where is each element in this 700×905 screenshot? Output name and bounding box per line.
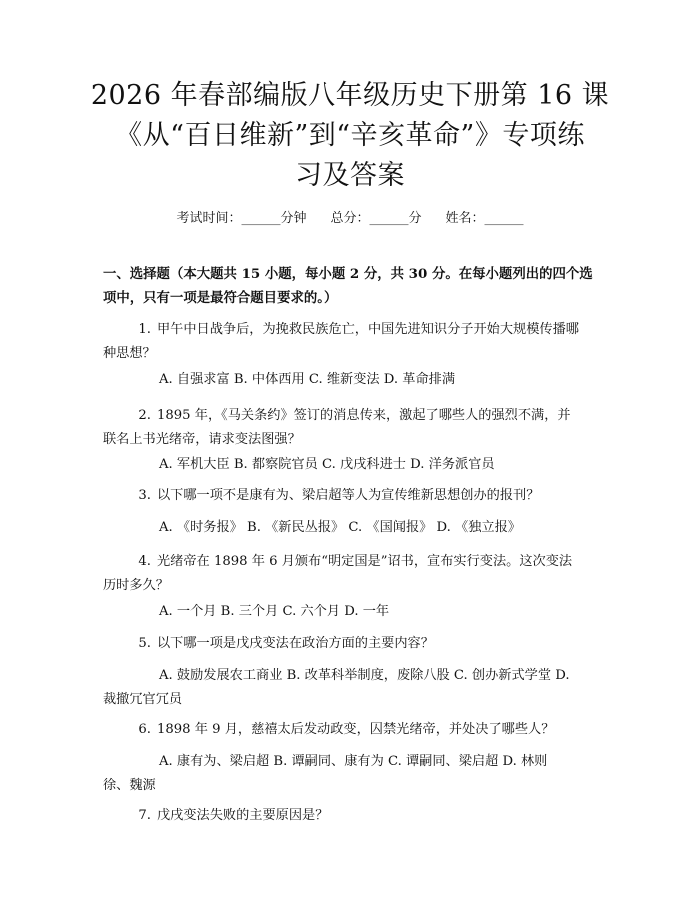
question-text-cont: 历时多久？: [103, 578, 169, 593]
question-number: 7.: [138, 808, 151, 823]
question-5-options: [103, 664, 603, 712]
exam-meta: [0, 207, 700, 226]
student-name: 姓名：______: [445, 211, 524, 226]
section-heading-line-1: 一、选择题（本大题共 15 小题，每小题 2 分，共 30 分。在每小题列出的四个选: [103, 266, 593, 282]
question-2: [103, 404, 603, 452]
options-text-cont: 裁撤冗官冗员: [103, 692, 183, 707]
options-text: A. 军机大臣 B. 都察院官员 C. 戊戌科进士 D. 洋务派官员: [159, 457, 495, 472]
question-1-options: [103, 368, 603, 392]
question-text-cont: 联名上书光绪帝，请求变法图强？: [103, 432, 301, 447]
section-heading-line-2: 项中，只有一项是最符合题目要求的。）: [103, 290, 338, 306]
question-number: 6.: [138, 722, 151, 737]
options-text: A. 康有为、梁启超 B. 谭嗣同、康有为 C. 谭嗣同、梁启超 D. 林则: [159, 754, 548, 769]
question-text: 以下哪一项是戊戌变法在政治方面的主要内容？: [157, 636, 434, 651]
question-number: 1.: [138, 322, 151, 337]
question-2-options: [103, 453, 603, 477]
question-text: 1898 年 9 月，慈禧太后发动政变，囚禁光绪帝，并处决了哪些人？: [157, 722, 555, 737]
title-line-1: 2026 年春部编版八年级历史下册第 16 课: [90, 80, 610, 111]
options-text: A. 一个月 B. 三个月 C. 六个月 D. 一年: [159, 604, 390, 619]
question-text: 以下哪一项不是康有为、梁启超等人为宣传维新思想创办的报刊？: [157, 488, 540, 503]
document-title: [70, 76, 630, 196]
question-text-cont: 种思想？: [103, 346, 156, 361]
question-4-options: [103, 600, 603, 624]
question-number: 2.: [138, 408, 151, 423]
question-3: [103, 484, 603, 508]
options-text: A. 《时务报》 B. 《新民丛报》 C. 《国闻报》 D. 《独立报》: [159, 520, 521, 535]
question-text: 1895 年，《马关条约》签订的消息传来，激起了哪些人的强烈不满，并: [157, 408, 571, 423]
question-number: 4.: [138, 554, 151, 569]
options-text: A. 鼓励发展农工商业 B. 改革科举制度，废除八股 C. 创办新式学堂 D.: [159, 668, 570, 683]
question-6: [103, 718, 603, 742]
question-1: [103, 318, 603, 366]
exam-score: 总分：______分: [330, 211, 422, 226]
question-text: 戊戌变法失败的主要原因是？: [157, 808, 329, 823]
options-text: A. 自强求富 B. 中体西用 C. 维新变法 D. 革命排满: [159, 372, 456, 387]
section-heading: [103, 262, 603, 310]
question-5: [103, 632, 603, 656]
options-text-cont: 徐、魏源: [103, 778, 156, 793]
question-text: 甲午中日战争后，为挽救民族危亡，中国先进知识分子开始大规模传播哪: [157, 322, 579, 337]
exam-time: 考试时间：______分钟: [176, 211, 307, 226]
question-number: 3.: [138, 488, 151, 503]
question-3-options: [103, 516, 603, 540]
title-line-3: 习及答案: [295, 160, 405, 191]
question-text: 光绪帝在 1898 年 6 月颁布“明定国是”诏书，宣布实行变法。这次变法: [157, 554, 573, 569]
question-number: 5.: [138, 636, 151, 651]
title-line-2: 《从“百日维新”到“辛亥革命”》专项练: [115, 120, 585, 151]
question-4: [103, 550, 603, 598]
question-7: [103, 804, 603, 828]
question-6-options: [103, 750, 603, 798]
